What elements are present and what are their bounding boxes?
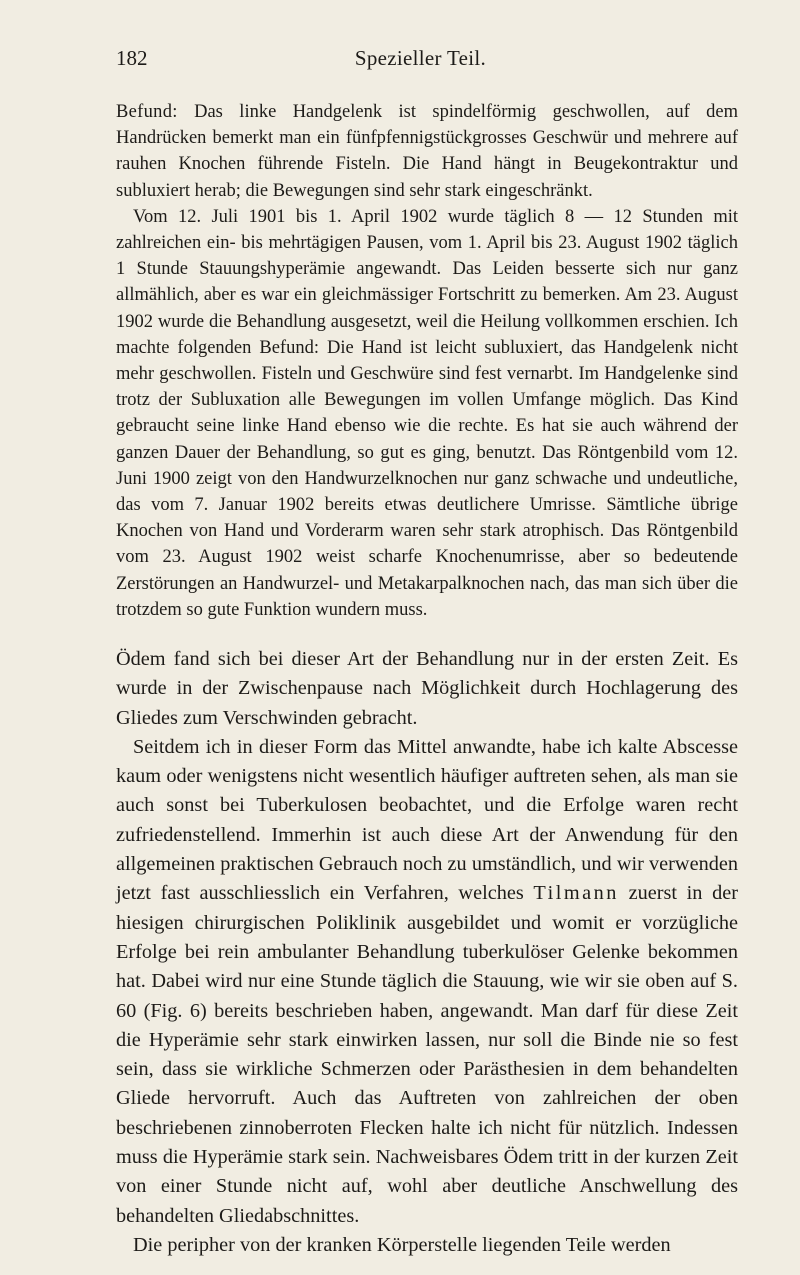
method-paragraph <box>116 733 738 1231</box>
findings-paragraph <box>116 99 738 204</box>
findings-text: Das linke Handgelenk ist spindelförmig geschwollen, auf dem Handrücken bemerkt man ein fünfpfennigstückgrosses Geschwür und mehrere auf rauhen Knochen führende Fisteln. Die Hand hängt in Beugekontraktur und subluxiert herab; die Bewegungen sind sehr stark eingeschränkt. <box>116 102 738 201</box>
closing-paragraph: Die peripher von der kranken Körperstelle liegenden Teile werden <box>133 1233 671 1256</box>
method-text-before: Seitdem ich in dieser Form das Mittel anwandte, habe ich kalte Abscesse kaum oder wenigstens nicht wesentlich häufiger auftreten sehen, als man sie auch sonst bei Tuberkulosen beobachtet, und die Erfolge waren recht zufriedenstellend. Immerhin ist auch diese Art der Anwendung für den allgemeinen praktischen Gebrauch noch zu umständlich, und wir verwenden jetzt fast ausschliesslich ein Verfahren, welches <box>116 735 738 905</box>
findings-label: Befund: <box>116 102 178 122</box>
running-title: Spezieller Teil. <box>354 46 487 70</box>
method-text-after: zuerst in der hiesigen chirurgischen Poliklinik ausgebildet und womit er vorzügliche Erfolge bei rein ambulanter Behandlung tuberkulöser Gelenke bekommen hat. Dabei wird nur eine Stunde täglich die Stauung, wie wir sie oben auf S. 60 (Fig. 6) bereits beschrieben haben, angewandt. Man darf für diese Zeit die Hyperämie sehr stark einwirken lassen, nur soll die Binde nie so fest sein, dass sie wirkliche Schmerzen oder Parästhesien in dem behandelten Gliede hervorruft. Auch das Auftreten von zahlreichen der oben beschriebenen zinnoberroten Flecken halte ich nicht für nützlich. Indessen muss die Hyperämie stark sein. Nachweisbares Ödem tritt in der kurzen Zeit von einer Stunde nicht auf, wohl aber deutliche Anschwellung des behandelten Gliedabschnittes. <box>116 882 739 1227</box>
case-report-block <box>116 99 738 623</box>
author-name: Tilmann <box>533 882 619 905</box>
edema-paragraph: Ödem fand sich bei dieser Art der Behandlung nur in der ersten Zeit. Es wurde in der Zwischenpause nach Möglichkeit durch Hochlagerung des Gliedes zum Verschwinden gebracht. <box>116 648 738 729</box>
main-text-block <box>116 645 738 1260</box>
page-number: 182 <box>116 46 148 70</box>
page-header <box>116 46 725 74</box>
treatment-paragraph: Vom 12. Juli 1901 bis 1. April 1902 wurde täglich 8 — 12 Stunden mit zahlreichen ein- bis mehrtägigen Pausen, vom 1. April bis 23. August 1902 täglich 1 Stunde Stauungshyperämie angewandt. Das Leiden besserte sich nur ganz allmählich, aber es war ein gleichmässiger Fortschritt zu bemerken. Am 23. August 1902 wurde die Behandlung ausgesetzt, weil die Heilung vollkommen erschien. Ich machte folgenden Befund: Die Hand ist leicht subluxiert, das Handgelenk nicht mehr geschwollen. Fisteln und Geschwüre sind fest vernarbt. Im Handgelenke sind trotz der Subluxation alle Bewegungen im vollen Umfange möglich. Das Kind gebraucht seine linke Hand ebenso wie die rechte. Es hat sie auch während der ganzen Dauer der Behandlung, so gut es ging, benutzt. Das Röntgenbild vom 12. Juni 1900 zeigt von den Handwurzelknochen nur ganz schwache und undeutliche, das vom 7. Januar 1902 bereits etwas deutlichere Umrisse. Sämtliche übrige Knochen von Hand und Vorderarm waren sehr stark atrophisch. Das Röntgenbild vom 23. August 1902 weist scharfe Knochenumrisse, aber so bedeutende Zerstörungen an Handwurzel- und Metakarpalknochen nach, das man sich über die trotzdem so gute Funktion wundern muss. <box>116 206 738 620</box>
